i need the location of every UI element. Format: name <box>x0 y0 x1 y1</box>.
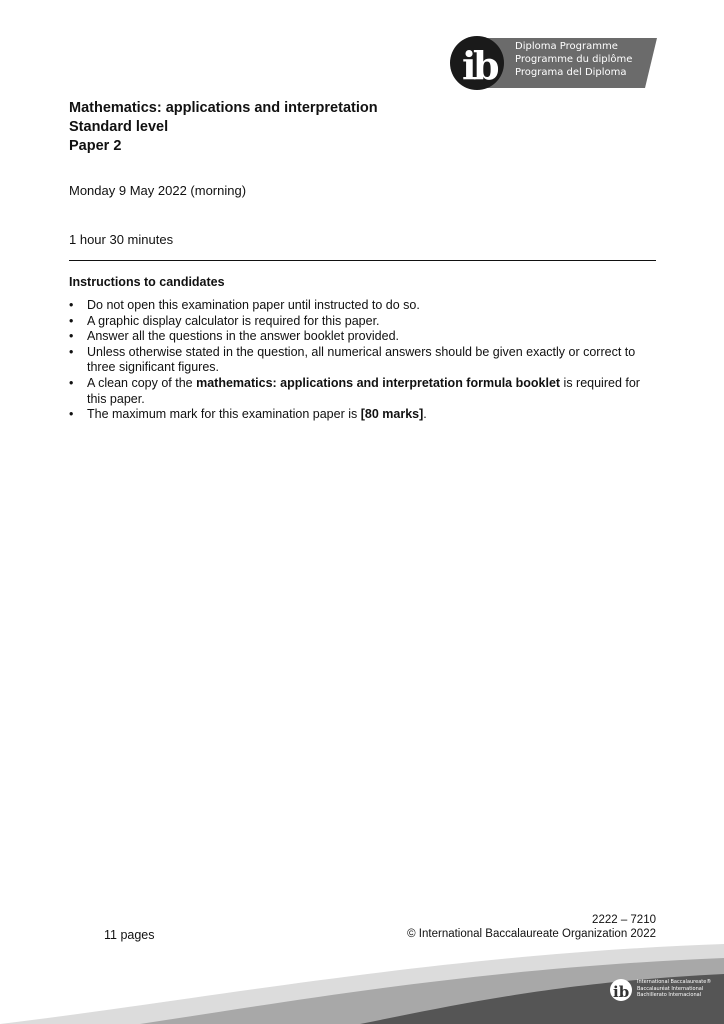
ib-organization-logo-text <box>637 979 711 999</box>
bullet-icon: • <box>69 344 74 359</box>
exam-duration: 1 hour 30 minutes <box>69 232 174 247</box>
bullet-icon: • <box>69 329 74 344</box>
org-line-english: International Baccalaureate® <box>637 979 712 985</box>
svg-text:b: b <box>473 43 500 88</box>
instruction-item: • A clean copy of the mathematics: applications and interpretation formula booklet is required for this paper. <box>69 375 640 406</box>
exam-title <box>69 99 378 156</box>
bullet-icon: • <box>69 375 74 390</box>
bullet-icon: • <box>69 407 74 422</box>
logo-line-spanish: Programa del Diploma <box>515 67 627 78</box>
page-count: 11 pages <box>104 928 155 942</box>
formula-booklet-emphasis: mathematics: applications and interpretation formula booklet <box>196 375 561 390</box>
diploma-programme-logo <box>449 35 657 91</box>
instruction-item: • Answer all the questions in the answer booklet provided. <box>69 329 399 344</box>
instruction-item: • Unless otherwise stated in the question, all numerical answers should be given exactly or correct to three significant figures. <box>69 344 636 375</box>
instruction-item: • The maximum mark for this examination paper is [80 marks]. <box>69 407 427 422</box>
instruction-item: • Do not open this examination paper until instructed to do so. <box>69 298 420 312</box>
subject-title: Mathematics: applications and interpretation <box>69 100 378 116</box>
divider-line <box>69 260 656 261</box>
org-line-spanish: Bachillerato Internacional <box>637 992 702 998</box>
paper-title: Paper 2 <box>69 138 122 154</box>
logo-line-french: Programme du diplôme <box>515 54 633 65</box>
max-marks-emphasis: [80 marks] <box>360 407 424 422</box>
instructions-heading: Instructions to candidates <box>69 275 225 289</box>
instruction-item: • A graphic display calculator is required for this paper. <box>69 313 380 328</box>
copyright-notice: © International Baccalaureate Organization 2022 <box>407 928 656 940</box>
bullet-icon: • <box>69 298 74 312</box>
org-line-french: Baccalauréat International <box>637 985 704 992</box>
exam-date: Monday 9 May 2022 (morning) <box>69 183 247 198</box>
logo-line-english: Diploma Programme <box>515 41 618 52</box>
bullet-icon: • <box>69 313 74 328</box>
footer-swoosh-graphic <box>0 940 724 1024</box>
paper-code: 2222 – 7210 <box>592 914 656 926</box>
instructions-list <box>69 298 659 423</box>
level-title: Standard level <box>69 119 169 135</box>
svg-text:i: i <box>462 43 477 88</box>
svg-text:ib: ib <box>613 983 630 1001</box>
